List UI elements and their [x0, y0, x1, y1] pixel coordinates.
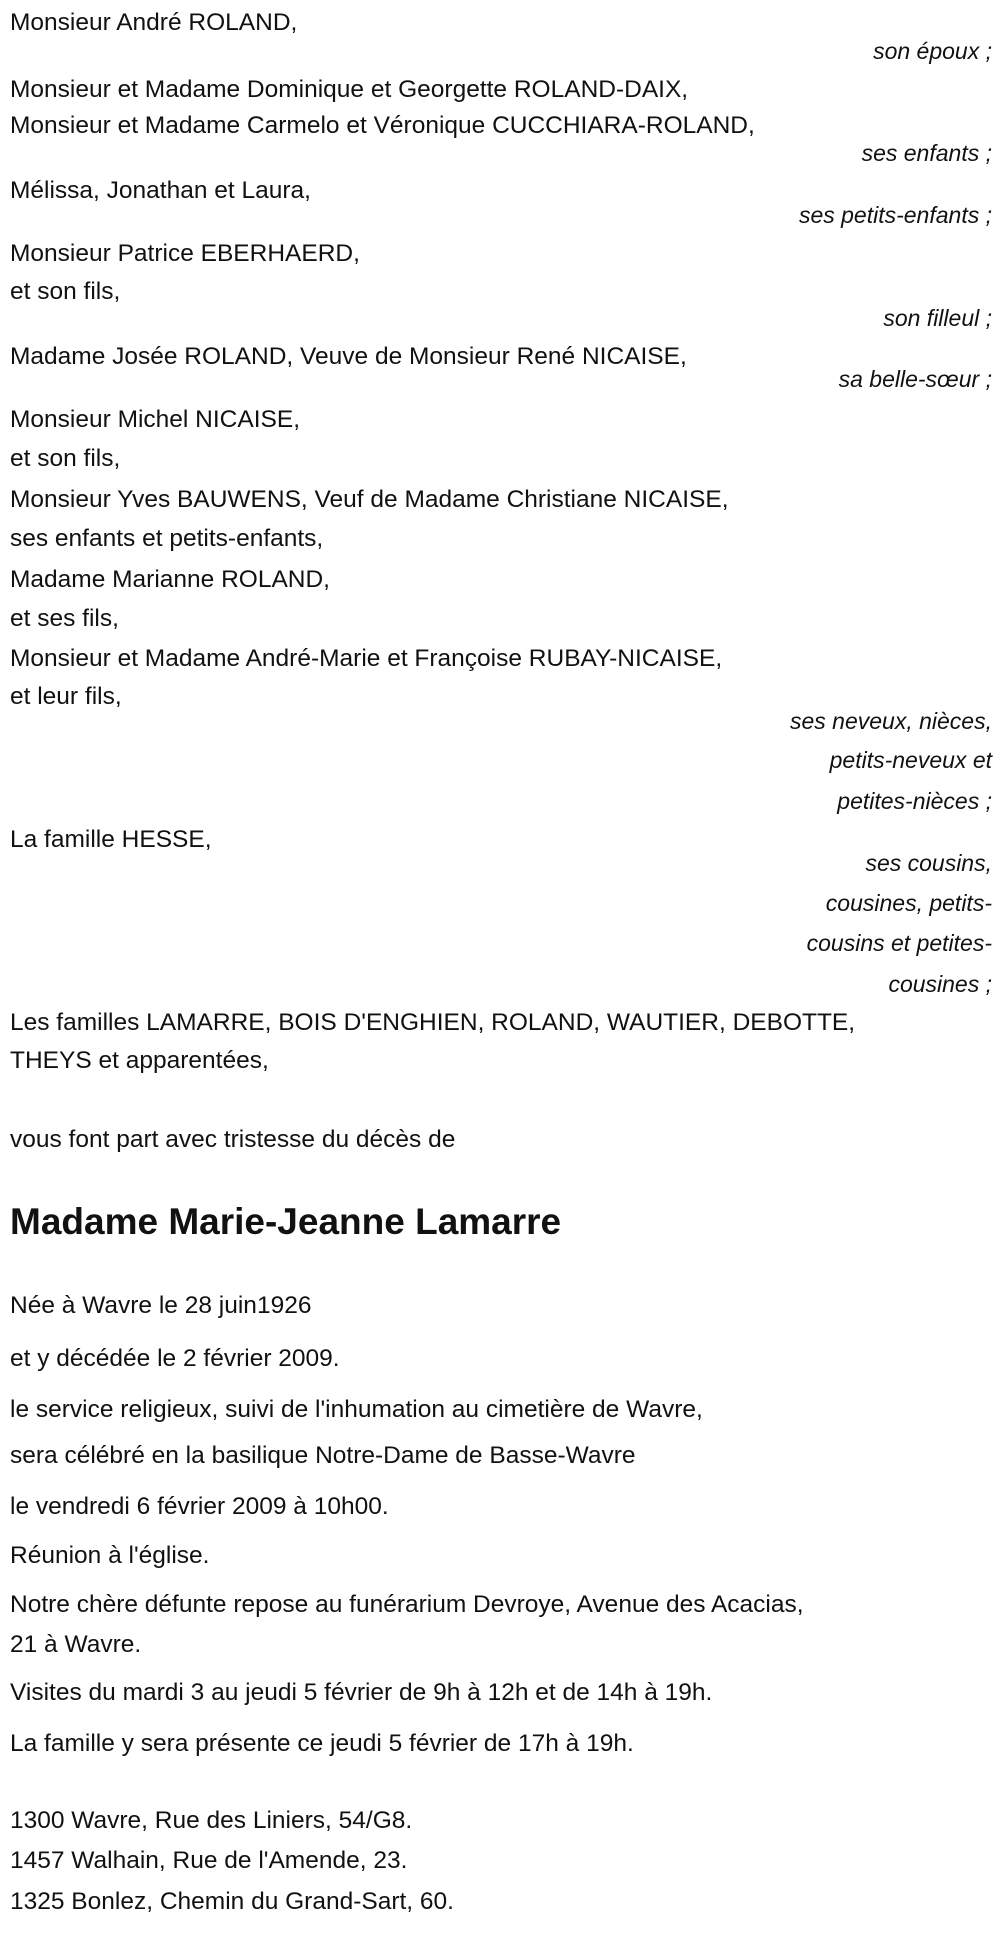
family-member: Madame Marianne ROLAND,: [10, 566, 330, 593]
family-member: Monsieur et Madame André-Marie et Françoise RUBAY-NICAISE,: [10, 645, 723, 672]
family-member: Monsieur et Madame Carmelo et Véronique CUCCHIARA-ROLAND,: [10, 112, 755, 139]
family-member: La famille HESSE,: [10, 826, 212, 853]
address-line: 1325 Bonlez, Chemin du Grand-Sart, 60.: [10, 1888, 454, 1915]
family-member: THEYS et apparentées,: [10, 1047, 269, 1074]
family-member: Monsieur Patrice EBERHAERD,: [10, 240, 360, 267]
address-line: 1457 Walhain, Rue de l'Amende, 23.: [10, 1847, 408, 1874]
announcement-text: vous font part avec tristesse du décès de: [10, 1126, 456, 1153]
detail-line: sera célébré en la basilique Notre-Dame de Basse-Wavre: [10, 1442, 636, 1469]
detail-line: et y décédée le 2 février 2009.: [10, 1345, 340, 1372]
detail-line: le vendredi 6 février 2009 à 10h00.: [10, 1493, 389, 1520]
relation-label: ses enfants ;: [861, 140, 992, 166]
family-member: ses enfants et petits-enfants,: [10, 525, 324, 552]
detail-line: La famille y sera présente ce jeudi 5 février de 17h à 19h.: [10, 1730, 634, 1757]
family-member: Monsieur Michel NICAISE,: [10, 406, 301, 433]
detail-line: le service religieux, suivi de l'inhumation au cimetière de Wavre,: [10, 1396, 703, 1423]
detail-line: 21 à Wavre.: [10, 1631, 142, 1658]
family-member: Monsieur Yves BAUWENS, Veuf de Madame Christiane NICAISE,: [10, 486, 729, 513]
detail-line: Notre chère défunte repose au funérarium Devroye, Avenue des Acacias,: [10, 1591, 804, 1618]
family-member: Les familles LAMARRE, BOIS D'ENGHIEN, ROLAND, WAUTIER, DEBOTTE,: [10, 1009, 856, 1036]
family-member: Madame Josée ROLAND, Veuve de Monsieur René NICAISE,: [10, 343, 687, 370]
family-member: et leur fils,: [10, 683, 122, 710]
relation-label: son filleul ;: [883, 305, 992, 331]
relation-label: son époux ;: [873, 38, 992, 64]
detail-line: Réunion à l'église.: [10, 1542, 210, 1569]
relation-label: cousines ;: [888, 971, 992, 997]
address-line: 1300 Wavre, Rue des Liniers, 54/G8.: [10, 1807, 413, 1834]
family-member: et son fils,: [10, 445, 121, 472]
deceased-name: Madame Marie-Jeanne Lamarre: [10, 1201, 562, 1242]
family-member: et ses fils,: [10, 605, 119, 632]
relation-label: ses petits-enfants ;: [798, 202, 992, 228]
family-member: et son fils,: [10, 278, 121, 305]
detail-line: Née à Wavre le 28 juin1926: [10, 1292, 312, 1319]
family-member: Monsieur André ROLAND,: [10, 9, 298, 36]
relation-label: cousines, petits-: [825, 890, 992, 916]
relation-label: sa belle-sœur ;: [838, 366, 992, 392]
relation-label: ses cousins,: [865, 850, 992, 876]
detail-line: Visites du mardi 3 au jeudi 5 février de 9h à 12h et de 14h à 19h.: [10, 1679, 713, 1706]
relation-label: petits-neveux et: [829, 747, 992, 773]
relation-label: petites-nièces ;: [837, 788, 992, 814]
relation-label: ses neveux, nièces,: [789, 708, 992, 734]
family-member: Mélissa, Jonathan et Laura,: [10, 177, 311, 204]
family-member: Monsieur et Madame Dominique et Georgette ROLAND-DAIX,: [10, 76, 689, 103]
relation-label: cousins et petites-: [806, 930, 992, 956]
